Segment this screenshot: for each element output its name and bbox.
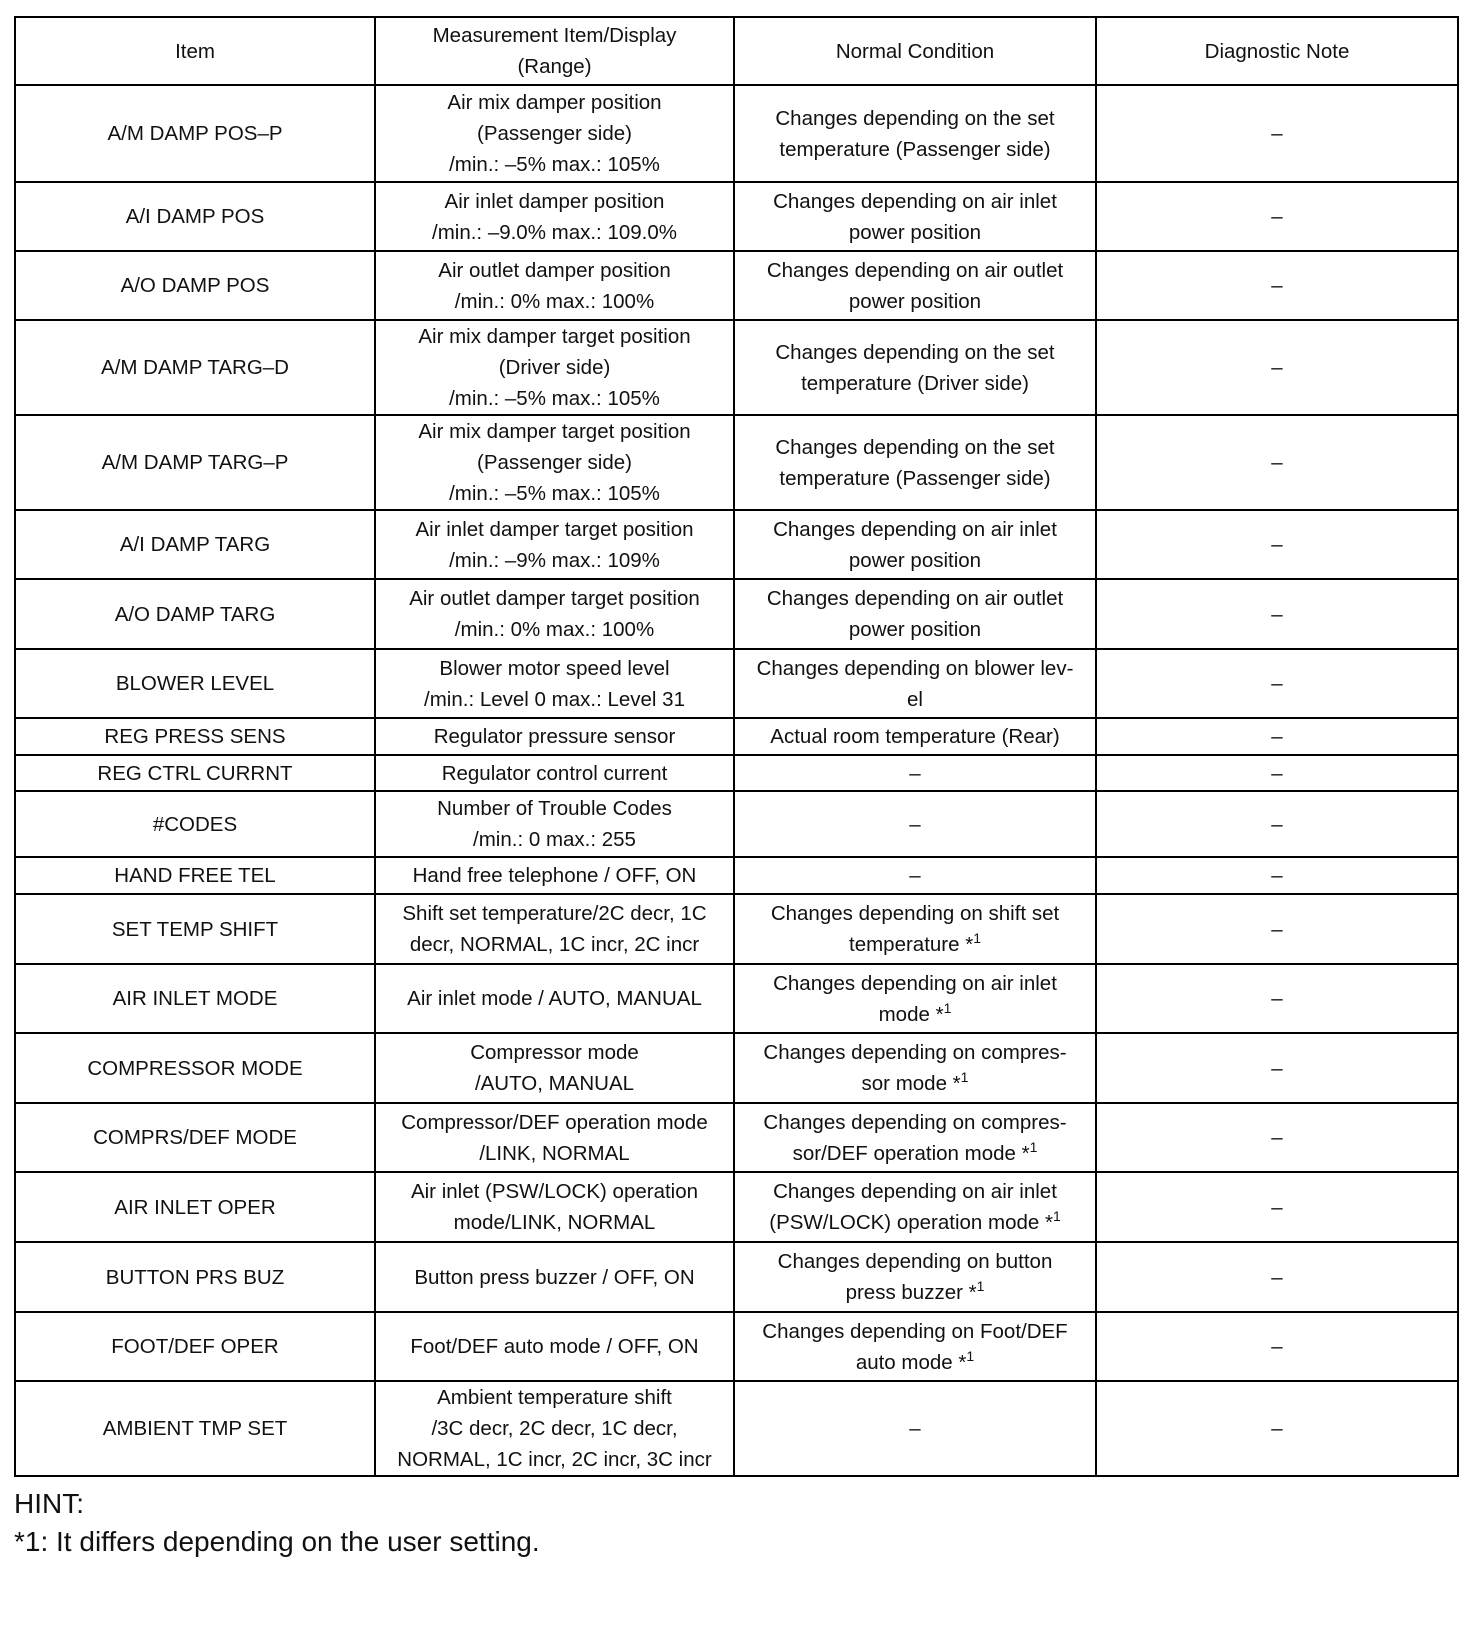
table-row xyxy=(15,649,1458,718)
cell-measurement-text: Air outlet damper position /min.: 0% max.: 100% xyxy=(438,258,671,313)
cell-diagnostic-note xyxy=(1096,894,1458,964)
cell-item-text: HAND FREE TEL xyxy=(114,864,276,887)
cell-item-text: A/I DAMP POS xyxy=(125,205,265,228)
cell-measurement xyxy=(375,791,734,857)
table-row xyxy=(15,579,1458,649)
cell-normal-condition xyxy=(734,182,1096,251)
cell-normal-condition-text: Changes depending on Foot/DEF auto mode * xyxy=(762,1319,1068,1374)
cell-diagnostic-note-text: – xyxy=(1271,356,1283,379)
table-row xyxy=(15,251,1458,320)
footnote-marker: 1 xyxy=(960,1069,969,1085)
cell-normal-condition-text: Changes depending on air inlet power position xyxy=(773,189,1057,244)
cell-item xyxy=(15,755,375,791)
cell-normal-condition-text: Changes depending on the set temperature (Driver side) xyxy=(775,340,1055,395)
cell-normal-condition-text: Changes depending on compres- sor mode * xyxy=(763,1041,1067,1095)
cell-normal-condition xyxy=(734,85,1096,182)
table-row xyxy=(15,791,1458,857)
cell-item-text: A/I DAMP TARG xyxy=(119,533,271,556)
cell-item xyxy=(15,1033,375,1103)
hint-label: HINT: xyxy=(14,1488,84,1519)
cell-diagnostic-note-text: – xyxy=(1271,812,1283,836)
cell-item xyxy=(15,1381,375,1476)
cell-diagnostic-note xyxy=(1096,964,1458,1033)
cell-normal-condition-text: Changes depending on blower lev- el xyxy=(756,656,1074,711)
cell-diagnostic-note xyxy=(1096,510,1458,579)
cell-measurement-text: Foot/DEF auto mode / OFF, ON xyxy=(410,1335,699,1358)
cell-measurement-text: Air mix damper target position (Driver side) /min.: –5% max.: 105% xyxy=(418,325,691,410)
cell-item xyxy=(15,894,375,964)
cell-measurement-text: Button press buzzer / OFF, ON xyxy=(414,1265,695,1289)
cell-item-text: AMBIENT TMP SET xyxy=(102,1417,288,1440)
cell-measurement xyxy=(375,964,734,1033)
table-row xyxy=(15,1103,1458,1172)
cell-diagnostic-note-text: – xyxy=(1271,987,1283,1010)
table-row xyxy=(15,718,1458,755)
hint-section xyxy=(14,1485,1457,1561)
cell-item-text: FOOT/DEF OPER xyxy=(111,1335,279,1358)
cell-item xyxy=(15,415,375,510)
cell-diagnostic-note xyxy=(1096,85,1458,182)
cell-measurement xyxy=(375,1033,734,1103)
cell-normal-condition-text: Changes depending on the set temperature (Passenger side) xyxy=(775,435,1055,490)
cell-normal-condition xyxy=(734,1381,1096,1476)
cell-normal-condition xyxy=(734,1312,1096,1381)
cell-diagnostic-note xyxy=(1096,1242,1458,1312)
cell-measurement xyxy=(375,718,734,755)
cell-diagnostic-note xyxy=(1096,1033,1458,1103)
cell-diagnostic-note-text: – xyxy=(1271,1195,1283,1219)
cell-item xyxy=(15,857,375,894)
footnote-marker: 1 xyxy=(1052,1208,1061,1224)
cell-item-text: AIR INLET OPER xyxy=(114,1195,276,1219)
table-row xyxy=(15,1242,1458,1312)
footnote-marker: 1 xyxy=(973,930,981,946)
cell-normal-condition xyxy=(734,251,1096,320)
cell-item-text: #CODES xyxy=(152,812,238,836)
cell-diagnostic-note xyxy=(1096,755,1458,791)
table-row xyxy=(15,894,1458,964)
cell-diagnostic-note xyxy=(1096,791,1458,857)
cell-normal-condition-text: – xyxy=(909,864,921,887)
cell-diagnostic-note-text: – xyxy=(1271,602,1283,626)
cell-normal-condition-text: – xyxy=(909,812,921,836)
cell-diagnostic-note-text: – xyxy=(1271,1265,1283,1289)
cell-item-text: BUTTON PRS BUZ xyxy=(105,1265,285,1289)
cell-item-text: COMPRESSOR MODE xyxy=(87,1056,303,1080)
cell-diagnostic-note xyxy=(1096,415,1458,510)
cell-diagnostic-note xyxy=(1096,718,1458,755)
cell-item-text: COMPRS/DEF MODE xyxy=(93,1126,297,1149)
cell-diagnostic-note-text: – xyxy=(1271,1056,1283,1080)
cell-normal-condition-text: Changes depending on button press buzzer * xyxy=(777,1250,1053,1304)
cell-normal-condition-text: Changes depending on the set temperature (Passenger side) xyxy=(775,106,1055,161)
cell-normal-condition-text: Changes depending on compres- sor/DEF operation mode * xyxy=(763,1110,1067,1165)
cell-measurement xyxy=(375,415,734,510)
cell-normal-condition-text: Changes depending on air inlet mode * xyxy=(773,971,1057,1026)
table-header-row xyxy=(15,17,1458,85)
cell-measurement xyxy=(375,1172,734,1242)
cell-diagnostic-note xyxy=(1096,1312,1458,1381)
cell-normal-condition xyxy=(734,649,1096,718)
cell-item xyxy=(15,1242,375,1312)
cell-measurement-text: Air inlet mode / AUTO, MANUAL xyxy=(407,987,702,1010)
cell-normal-condition-text: Changes depending on air inlet power position xyxy=(773,517,1057,572)
footnote-marker: 1 xyxy=(976,1278,985,1294)
cell-measurement xyxy=(375,857,734,894)
cell-normal-condition xyxy=(734,579,1096,649)
header-measurement-label: Measurement Item/Display (Range) xyxy=(432,24,677,78)
cell-measurement xyxy=(375,320,734,415)
table-row xyxy=(15,85,1458,182)
table-row xyxy=(15,755,1458,791)
footnote-marker: 1 xyxy=(943,999,952,1016)
cell-item-text: REG CTRL CURRNT xyxy=(97,761,293,785)
cell-item xyxy=(15,320,375,415)
cell-diagnostic-note-text: – xyxy=(1271,725,1283,748)
cell-item-text: SET TEMP SHIFT xyxy=(111,917,279,941)
cell-diagnostic-note xyxy=(1096,649,1458,718)
table-row xyxy=(15,857,1458,894)
cell-diagnostic-note-text: – xyxy=(1271,672,1283,695)
cell-item-text: A/M DAMP TARG–P xyxy=(101,451,289,474)
cell-measurement-text: Number of Trouble Codes /min.: 0 max.: 255 xyxy=(437,797,672,851)
header-item: Item xyxy=(15,17,375,85)
cell-measurement-text: Blower motor speed level /min.: Level 0 max.: Level 31 xyxy=(424,656,685,711)
cell-normal-condition-text: Changes depending on shift set temperature * xyxy=(770,902,1060,956)
cell-normal-condition xyxy=(734,1242,1096,1312)
cell-diagnostic-note xyxy=(1096,1381,1458,1476)
cell-measurement-text: Air inlet (PSW/LOCK) operation mode/LINK, NORMAL xyxy=(410,1180,699,1234)
cell-item-text: A/O DAMP POS xyxy=(120,274,270,297)
table-row xyxy=(15,182,1458,251)
cell-normal-condition-text: Changes depending on air inlet (PSW/LOCK) operation mode * xyxy=(769,1180,1057,1234)
cell-item xyxy=(15,1172,375,1242)
cell-normal-condition-text: – xyxy=(909,761,921,785)
cell-normal-condition xyxy=(734,894,1096,964)
cell-item-text: AIR INLET MODE xyxy=(112,987,278,1010)
cell-diagnostic-note-text: – xyxy=(1271,864,1283,887)
table-row xyxy=(15,1172,1458,1242)
table-row xyxy=(15,1033,1458,1103)
cell-item-text: A/M DAMP TARG–D xyxy=(101,356,289,379)
cell-measurement-text: Shift set temperature/2C decr, 1C decr, NORMAL, 1C incr, 2C incr xyxy=(402,902,707,956)
cell-diagnostic-note-text: – xyxy=(1271,274,1283,297)
cell-diagnostic-note xyxy=(1096,182,1458,251)
cell-diagnostic-note-text: – xyxy=(1271,1417,1283,1440)
cell-diagnostic-note xyxy=(1096,251,1458,320)
cell-item-text: A/O DAMP TARG xyxy=(114,602,276,626)
hint-text: *1: It differs depending on the user setting. xyxy=(14,1526,540,1557)
cell-measurement xyxy=(375,182,734,251)
table-row xyxy=(15,964,1458,1033)
cell-diagnostic-note xyxy=(1096,579,1458,649)
cell-normal-condition xyxy=(734,755,1096,791)
cell-measurement xyxy=(375,894,734,964)
cell-measurement xyxy=(375,755,734,791)
cell-item-text: A/M DAMP POS–P xyxy=(107,122,283,145)
cell-measurement-text: Compressor mode /AUTO, MANUAL xyxy=(470,1041,639,1095)
cell-measurement-text: Air inlet damper position /min.: –9.0% max.: 109.0% xyxy=(432,189,677,244)
cell-measurement-text: Air inlet damper target position /min.: –9% max.: 109% xyxy=(415,517,694,572)
cell-measurement xyxy=(375,251,734,320)
cell-measurement-text: Air mix damper position (Passenger side) /min.: –5% max.: 105% xyxy=(447,91,662,176)
cell-measurement xyxy=(375,85,734,182)
cell-item xyxy=(15,510,375,579)
table-row xyxy=(15,510,1458,579)
cell-measurement xyxy=(375,1312,734,1381)
cell-normal-condition xyxy=(734,1172,1096,1242)
cell-item xyxy=(15,1103,375,1172)
cell-normal-condition xyxy=(734,857,1096,894)
cell-measurement-text: Air outlet damper target position /min.: 0% max.: 100% xyxy=(409,587,700,641)
table-row xyxy=(15,320,1458,415)
table-row xyxy=(15,415,1458,510)
cell-normal-condition-text: Changes depending on air outlet power position xyxy=(766,587,1064,641)
cell-normal-condition-text: Actual room temperature (Rear) xyxy=(770,725,1060,748)
cell-diagnostic-note-text: – xyxy=(1271,451,1283,474)
footnote-marker: 1 xyxy=(966,1347,975,1364)
cell-diagnostic-note xyxy=(1096,320,1458,415)
cell-diagnostic-note xyxy=(1096,1172,1458,1242)
cell-measurement-text: Regulator control current xyxy=(441,761,668,785)
footnote-marker: 1 xyxy=(1029,1138,1038,1155)
cell-normal-condition xyxy=(734,320,1096,415)
header-measurement xyxy=(375,17,734,85)
cell-item xyxy=(15,182,375,251)
cell-measurement-text: Air mix damper target position (Passenger side) /min.: –5% max.: 105% xyxy=(418,420,691,505)
cell-normal-condition xyxy=(734,415,1096,510)
cell-diagnostic-note-text: – xyxy=(1271,205,1283,228)
cell-diagnostic-note-text: – xyxy=(1271,917,1283,941)
cell-diagnostic-note-text: – xyxy=(1271,1335,1283,1358)
header-diagnostic-note: Diagnostic Note xyxy=(1096,17,1458,85)
cell-item xyxy=(15,718,375,755)
cell-item xyxy=(15,964,375,1033)
cell-normal-condition xyxy=(734,1103,1096,1172)
cell-measurement-text: Compressor/DEF operation mode /LINK, NORMAL xyxy=(401,1110,708,1165)
header-normal-condition: Normal Condition xyxy=(734,17,1096,85)
cell-measurement xyxy=(375,1242,734,1312)
cell-item xyxy=(15,251,375,320)
cell-item-text: REG PRESS SENS xyxy=(104,725,286,748)
cell-item xyxy=(15,579,375,649)
cell-measurement xyxy=(375,649,734,718)
document xyxy=(14,16,1457,1561)
cell-normal-condition-text: Changes depending on air outlet power position xyxy=(766,258,1064,313)
table-row xyxy=(15,1312,1458,1381)
cell-measurement xyxy=(375,579,734,649)
cell-normal-condition xyxy=(734,510,1096,579)
cell-normal-condition xyxy=(734,791,1096,857)
cell-diagnostic-note-text: – xyxy=(1271,761,1283,785)
cell-diagnostic-note-text: – xyxy=(1271,122,1283,145)
cell-item xyxy=(15,791,375,857)
cell-item xyxy=(15,649,375,718)
cell-measurement-text: Regulator pressure sensor xyxy=(433,725,676,748)
cell-normal-condition xyxy=(734,1033,1096,1103)
cell-normal-condition xyxy=(734,718,1096,755)
data-list-table xyxy=(14,16,1459,1477)
cell-item xyxy=(15,1312,375,1381)
cell-measurement-text: Ambient temperature shift /3C decr, 2C decr, 1C decr, NORMAL, 1C incr, 2C incr, 3C incr xyxy=(397,1386,712,1471)
table-row xyxy=(15,1381,1458,1476)
cell-diagnostic-note xyxy=(1096,857,1458,894)
cell-diagnostic-note-text: – xyxy=(1271,1126,1283,1149)
cell-normal-condition xyxy=(734,964,1096,1033)
cell-diagnostic-note-text: – xyxy=(1271,533,1283,556)
cell-measurement-text: Hand free telephone / OFF, ON xyxy=(412,864,697,887)
cell-item-text: BLOWER LEVEL xyxy=(115,672,275,695)
cell-diagnostic-note xyxy=(1096,1103,1458,1172)
cell-measurement xyxy=(375,1103,734,1172)
cell-measurement xyxy=(375,510,734,579)
cell-normal-condition-text: – xyxy=(909,1417,921,1440)
cell-item xyxy=(15,85,375,182)
cell-measurement xyxy=(375,1381,734,1476)
